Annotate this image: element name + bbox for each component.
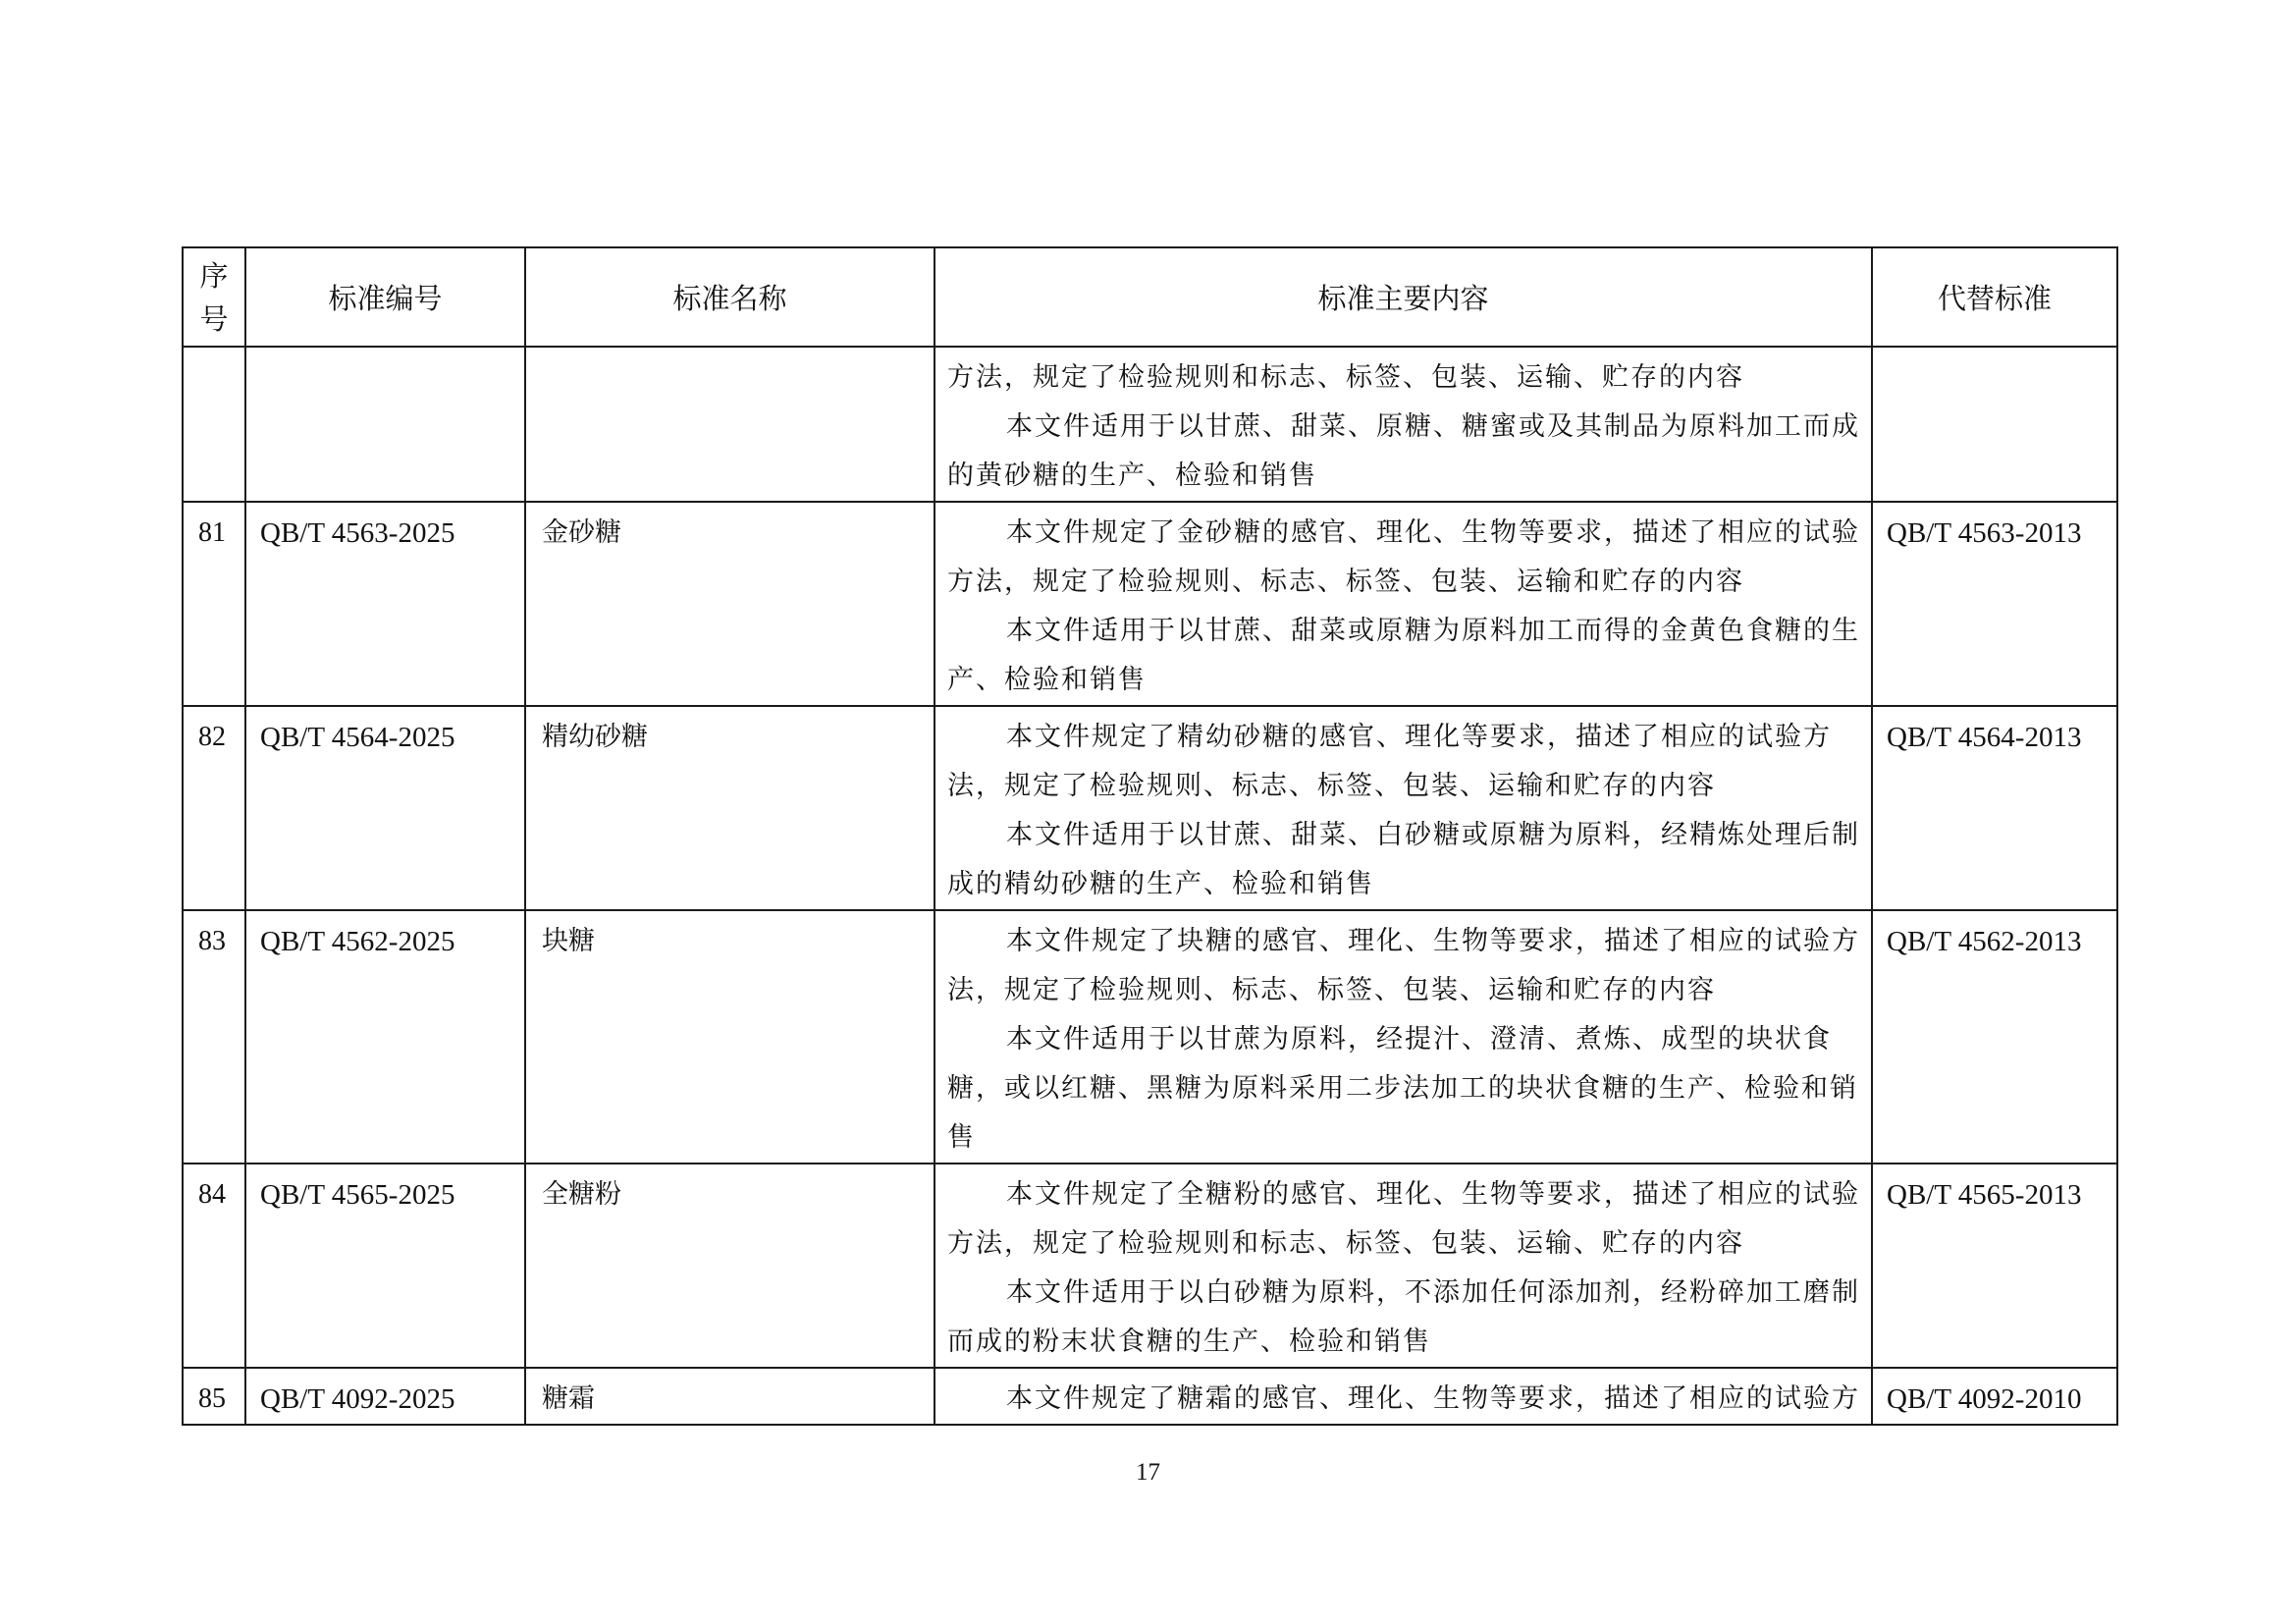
standard-number-cell: QB/T 4092-2025 bbox=[245, 1368, 525, 1425]
standard-name-cell: 全糖粉 bbox=[525, 1164, 934, 1368]
standard-name-cell: 块糖 bbox=[525, 910, 934, 1164]
content-paragraph: 本文件适用于以甘蔗、甜菜、原糖、糖蜜或及其制品为原料加工而成的黄砂糖的生产、检验和销售 bbox=[947, 411, 1860, 491]
content-paragraph: 本文件规定了金砂糖的感官、理化、生物等要求，描述了相应的试验方法，规定了检验规则、标志、标签、包装、运输和贮存的内容 bbox=[947, 517, 1860, 597]
header-replaced-standard: 代替标准 bbox=[1872, 247, 2117, 347]
content-paragraph: 本文件适用于以甘蔗、甜菜、白砂糖或原糖为原料，经精炼处理后制成的精幼砂糖的生产、检验和销售 bbox=[947, 820, 1860, 899]
table-row bbox=[183, 706, 2117, 910]
header-seq-line2: 号 bbox=[199, 301, 229, 336]
table-row bbox=[183, 1164, 2117, 1368]
content-cell bbox=[934, 1368, 1872, 1425]
table-row bbox=[183, 502, 2117, 706]
header-standard-name: 标准名称 bbox=[525, 247, 934, 347]
table-row-continuation bbox=[183, 347, 2117, 502]
seq-cell: 84 bbox=[183, 1164, 245, 1368]
seq-cell: 82 bbox=[183, 706, 245, 910]
standard-name-cell: 精幼砂糖 bbox=[525, 706, 934, 910]
header-standard-number: 标准编号 bbox=[245, 247, 525, 347]
standard-number-cell: QB/T 4562-2025 bbox=[245, 910, 525, 1164]
replaces-cell bbox=[1872, 347, 2117, 502]
standards-table bbox=[182, 246, 2118, 1426]
content-cell bbox=[934, 1164, 1872, 1368]
replaced-standard-cell: QB/T 4092-2010 bbox=[1872, 1368, 2117, 1425]
content-paragraph: 本文件规定了块糖的感官、理化、生物等要求，描述了相应的试验方法，规定了检验规则、标志、标签、包装、运输和贮存的内容 bbox=[947, 926, 1860, 1005]
content-cell bbox=[934, 347, 1872, 502]
replaced-standard-cell: QB/T 4564-2013 bbox=[1872, 706, 2117, 910]
header-seq bbox=[183, 247, 245, 347]
header-seq-line1: 序 bbox=[199, 258, 229, 293]
seq-cell: 85 bbox=[183, 1368, 245, 1425]
content-paragraph: 方法，规定了检验规则和标志、标签、包装、运输、贮存的内容 bbox=[947, 362, 1744, 393]
standard-name-cell: 糖霜 bbox=[525, 1368, 934, 1425]
replaced-standard-cell: QB/T 4563-2013 bbox=[1872, 502, 2117, 706]
content-paragraph: 本文件规定了糖霜的感官、理化、生物等要求，描述了相应的试验方 bbox=[1006, 1383, 1860, 1414]
replaced-standard-cell: QB/T 4562-2013 bbox=[1872, 910, 2117, 1164]
header-main-content: 标准主要内容 bbox=[934, 247, 1872, 347]
content-paragraph: 本文件适用于以白砂糖为原料，不添加任何添加剂，经粉碎加工磨制而成的粉末状食糖的生产、检验和销售 bbox=[947, 1277, 1860, 1357]
table-row bbox=[183, 1368, 2117, 1425]
content-cell bbox=[934, 502, 1872, 706]
content-paragraph: 本文件适用于以甘蔗为原料，经提汁、澄清、煮炼、成型的块状食糖，或以红糖、黑糖为原料采用二步法加工的块状食糖的生产、检验和销售 bbox=[947, 1024, 1858, 1153]
standard-number-cell: QB/T 4564-2025 bbox=[245, 706, 525, 910]
number-cell bbox=[245, 347, 525, 502]
standard-name-cell: 金砂糖 bbox=[525, 502, 934, 706]
table-row bbox=[183, 910, 2117, 1164]
content-paragraph: 本文件规定了全糖粉的感官、理化、生物等要求，描述了相应的试验方法，规定了检验规则和标志、标签、包装、运输、贮存的内容 bbox=[947, 1179, 1860, 1259]
standard-number-cell: QB/T 4565-2025 bbox=[245, 1164, 525, 1368]
standard-number-cell: QB/T 4563-2025 bbox=[245, 502, 525, 706]
seq-cell bbox=[183, 347, 245, 502]
content-cell bbox=[934, 910, 1872, 1164]
name-cell bbox=[525, 347, 934, 502]
table-header-row bbox=[183, 247, 2117, 347]
content-cell bbox=[934, 706, 1872, 910]
page-number: 17 bbox=[1136, 1459, 1160, 1486]
replaced-standard-cell: QB/T 4565-2013 bbox=[1872, 1164, 2117, 1368]
seq-cell: 81 bbox=[183, 502, 245, 706]
content-paragraph: 本文件适用于以甘蔗、甜菜或原糖为原料加工而得的金黄色食糖的生产、检验和销售 bbox=[947, 616, 1860, 695]
seq-cell: 83 bbox=[183, 910, 245, 1164]
content-paragraph: 本文件规定了精幼砂糖的感官、理化等要求，描述了相应的试验方法，规定了检验规则、标志、标签、包装、运输和贮存的内容 bbox=[947, 722, 1832, 801]
